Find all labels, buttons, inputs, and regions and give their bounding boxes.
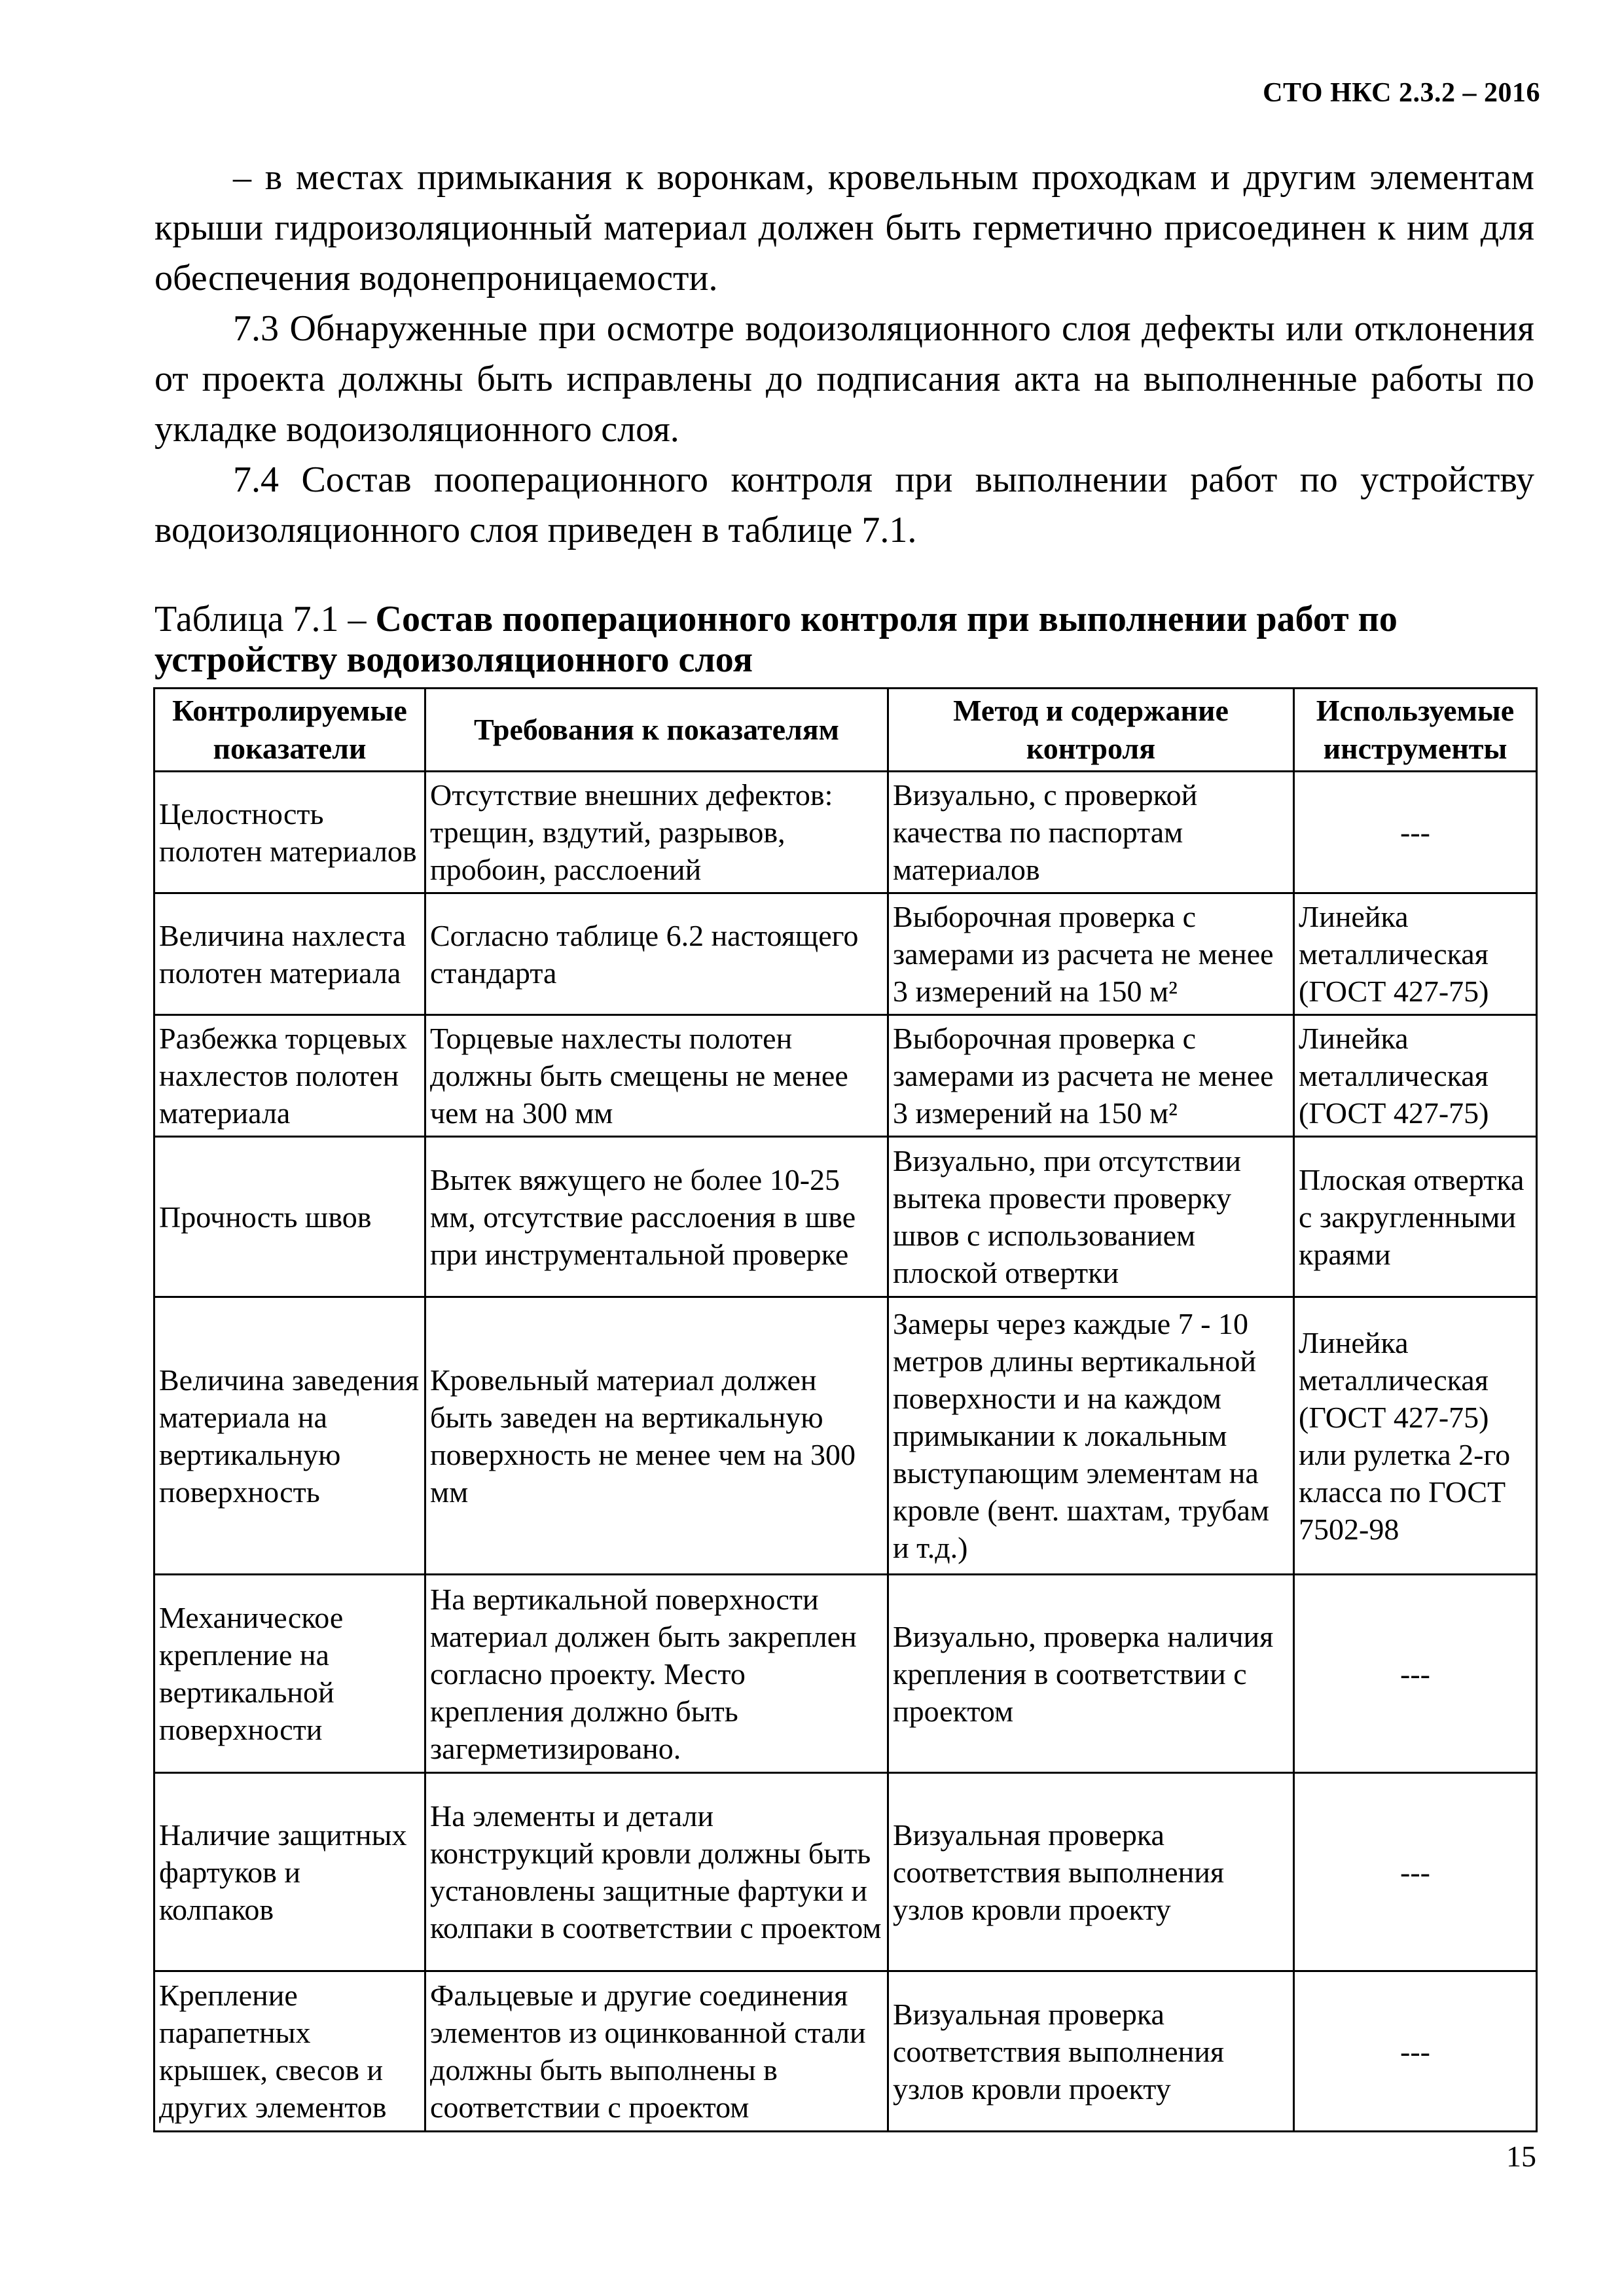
table-row: [154, 893, 1537, 1015]
cell-indicator: Разбежка торцевых нахлестов полотен материала: [154, 1015, 425, 1137]
paragraph-3: 7.4 Состав пооперационного контроля при выполнении работ по устройству водоизоляционного слоя приведен в таблице 7.1.: [154, 459, 1534, 550]
cell-method: Замеры через каждые 7 - 10 метров длины вертикальной поверхности и на каждом примыкании к локальным выступающим элементам на кровле (вент. шахтам, трубам и т.д.): [888, 1297, 1294, 1575]
paragraph-1: – в местах примыкания к воронкам, кровельным проходкам и другим элементам крыши гидроизоляционный материал должен быть герметично присоединен к ним для обеспечения водонепроницаемости.: [154, 157, 1534, 298]
cell-requirement: На элементы и детали конструкций кровли должны быть установлены защитные фартуки и колпаки в соответствии с проектом: [425, 1773, 888, 1971]
cell-requirement: Согласно таблице 6.2 настоящего стандарта: [425, 893, 888, 1015]
header-requirements: Требования к показателям: [425, 689, 888, 772]
cell-method: Визуальная проверка соответствия выполнения узлов кровли проекту: [888, 1971, 1294, 2132]
control-table: [153, 687, 1538, 2132]
cell-tool: Линейка металлическая (ГОСТ 427-75) или рулетка 2-го класса по ГОСТ 7502-98: [1294, 1297, 1537, 1575]
table-header-row: [154, 689, 1537, 772]
table-caption-prefix: Таблица 7.1 –: [154, 599, 376, 639]
cell-tool: Плоская отвертка с закругленными краями: [1294, 1137, 1537, 1297]
cell-indicator: Крепление парапетных крышек, свесов и других элементов: [154, 1971, 425, 2132]
cell-tool: ---: [1294, 1773, 1537, 1971]
table-row: [154, 772, 1537, 893]
cell-method: Визуально, при отсутствии вытека провести проверку швов с использованием плоской отвертки: [888, 1137, 1294, 1297]
cell-method: Визуальная проверка соответствия выполнения узлов кровли проекту: [888, 1773, 1294, 1971]
cell-requirement: Кровельный материал должен быть заведен на вертикальную поверхность не менее чем на 300 мм: [425, 1297, 888, 1575]
table-caption-title: Состав пооперационного контроля при выполнении работ по устройству водоизоляционного слоя: [154, 599, 1398, 680]
cell-tool: ---: [1294, 1575, 1537, 1773]
cell-tool: Линейка металлическая (ГОСТ 427-75): [1294, 893, 1537, 1015]
cell-indicator: Механическое крепление на вертикальной поверхности: [154, 1575, 425, 1773]
table-row: [154, 1575, 1537, 1773]
cell-indicator: Величина заведения материала на вертикальную поверхность: [154, 1297, 425, 1575]
cell-requirement: Фальцевые и другие соединения элементов из оцинкованной стали должны быть выполнены в соответствии с проектом: [425, 1971, 888, 2132]
table-caption: [154, 599, 1529, 680]
cell-requirement: Отсутствие внешних дефектов: трещин, вздутий, разрывов, пробоин, расслоений: [425, 772, 888, 893]
cell-method: Выборочная проверка с замерами из расчета не менее 3 измерений на 150 м²: [888, 893, 1294, 1015]
header-method: Метод и содержание контроля: [888, 689, 1294, 772]
cell-tool: ---: [1294, 1971, 1537, 2132]
paragraph-2: 7.3 Обнаруженные при осмотре водоизоляционного слоя дефекты или отклонения от проекта должны быть исправлены до подписания акта на выполненные работы по укладке водоизоляционного слоя.: [154, 308, 1534, 450]
cell-requirement: Торцевые нахлесты полотен должны быть смещены не менее чем на 300 мм: [425, 1015, 888, 1137]
table-row: [154, 1971, 1537, 2132]
header-indicators: Контролируемые показатели: [154, 689, 425, 772]
table-row: [154, 1773, 1537, 1971]
table-row: [154, 1137, 1537, 1297]
cell-indicator: Прочность швов: [154, 1137, 425, 1297]
cell-requirement: Вытек вяжущего не более 10-25 мм, отсутствие расслоения в шве при инструментальной проверке: [425, 1137, 888, 1297]
cell-indicator: Наличие защитных фартуков и колпаков: [154, 1773, 425, 1971]
cell-indicator: Величина нахлеста полотен материала: [154, 893, 425, 1015]
cell-indicator: Целостность полотен материалов: [154, 772, 425, 893]
cell-method: Визуально, проверка наличия крепления в соответствии с проектом: [888, 1575, 1294, 1773]
body-text: [154, 152, 1534, 556]
table-row: [154, 1297, 1537, 1575]
cell-tool: Линейка металлическая (ГОСТ 427-75): [1294, 1015, 1537, 1137]
cell-method: Выборочная проверка с замерами из расчета не менее 3 измерений на 150 м²: [888, 1015, 1294, 1137]
page-number: 15: [1506, 2140, 1536, 2173]
table-row: [154, 1015, 1537, 1137]
cell-tool: ---: [1294, 772, 1537, 893]
header-tools: Используемые инструменты: [1294, 689, 1537, 772]
cell-method: Визуально, с проверкой качества по паспортам материалов: [888, 772, 1294, 893]
cell-requirement: На вертикальной поверхности материал должен быть закреплен согласно проекту. Место крепления должно быть загерметизировано.: [425, 1575, 888, 1773]
document-code: СТО НКС 2.3.2 – 2016: [1263, 78, 1540, 108]
